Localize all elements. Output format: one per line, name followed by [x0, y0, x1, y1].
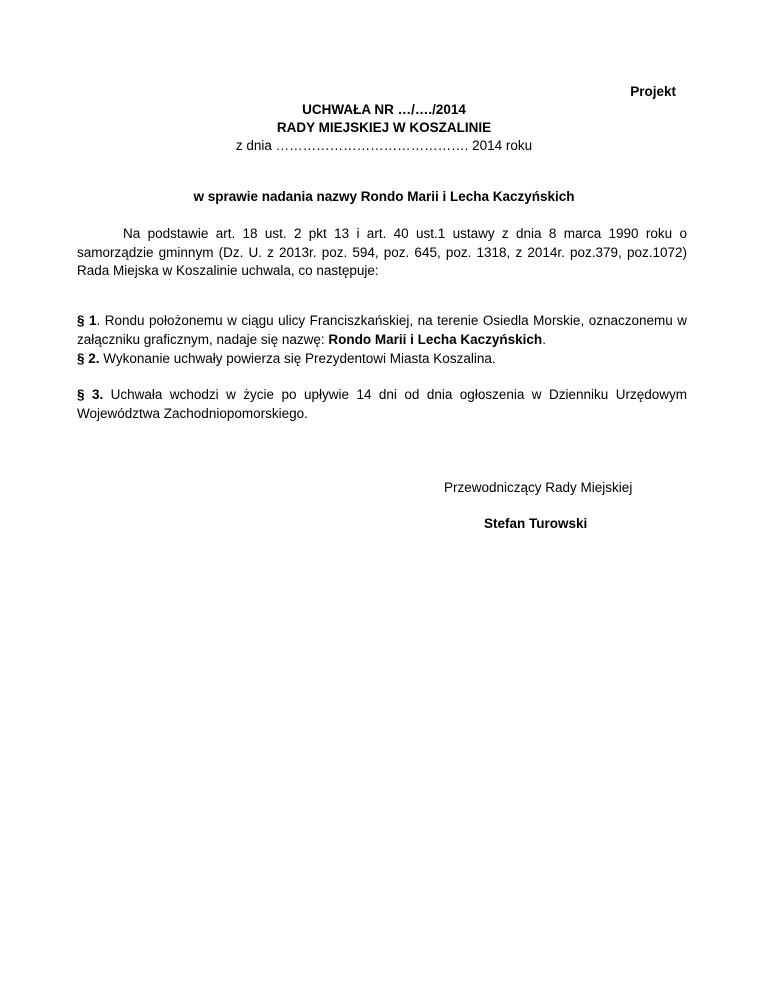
subject-line: w sprawie nadania nazwy Rondo Marii i Lecha Kaczyńskich	[193, 189, 575, 204]
section-1-text: . Rondu położonemu w ciągu ulicy Franciszkańskiej, na terenie Osiedla Morskie, oznaczonemu w załączniku graficznym, nadaje się nazwę:	[77, 313, 687, 347]
section-3-text: Uchwała wchodzi w życie po upływie 14 dni od dnia ogłoszenia w Dzienniku Urzędowym Województwa Zachodniopomorskiego.	[77, 387, 687, 421]
date-line: z dnia ……………………………………. 2014 roku	[235, 138, 533, 153]
section-3	[77, 386, 687, 423]
intro-paragraph: Na podstawie art. 18 ust. 2 pkt 13 i art. 40 ust.1 ustawy z dnia 8 marca 1990 roku o samorządzie gminnym (Dz. U. z 2013r. poz. 594, poz. 645, poz. 1318, z 2014r. poz.379, poz.1072) Rada Miejska w Koszalinie uchwala, co następuje:	[77, 226, 687, 278]
section-3-marker: § 3.	[77, 387, 104, 402]
section-1-marker: § 1	[77, 313, 97, 328]
signature-name: Stefan Turowski	[484, 516, 588, 531]
section-2-text: Wykonanie uchwały powierza się Prezydentowi Miasta Koszalina.	[99, 351, 496, 366]
signature-title: Przewodniczący Rady Miejskiej	[444, 480, 633, 495]
section-1-name: Rondo Marii i Lecha Kaczyńskich	[328, 331, 543, 347]
council-name: RADY MIEJSKIEJ W KOSZALINIE	[276, 120, 492, 135]
section-2-marker: § 2.	[77, 351, 100, 366]
section-1	[77, 312, 687, 349]
status-label: Projekt	[630, 84, 676, 99]
section-1-end: .	[542, 331, 546, 347]
resolution-title: UCHWAŁA NR …/…./2014	[302, 102, 466, 117]
section-2	[77, 350, 687, 369]
